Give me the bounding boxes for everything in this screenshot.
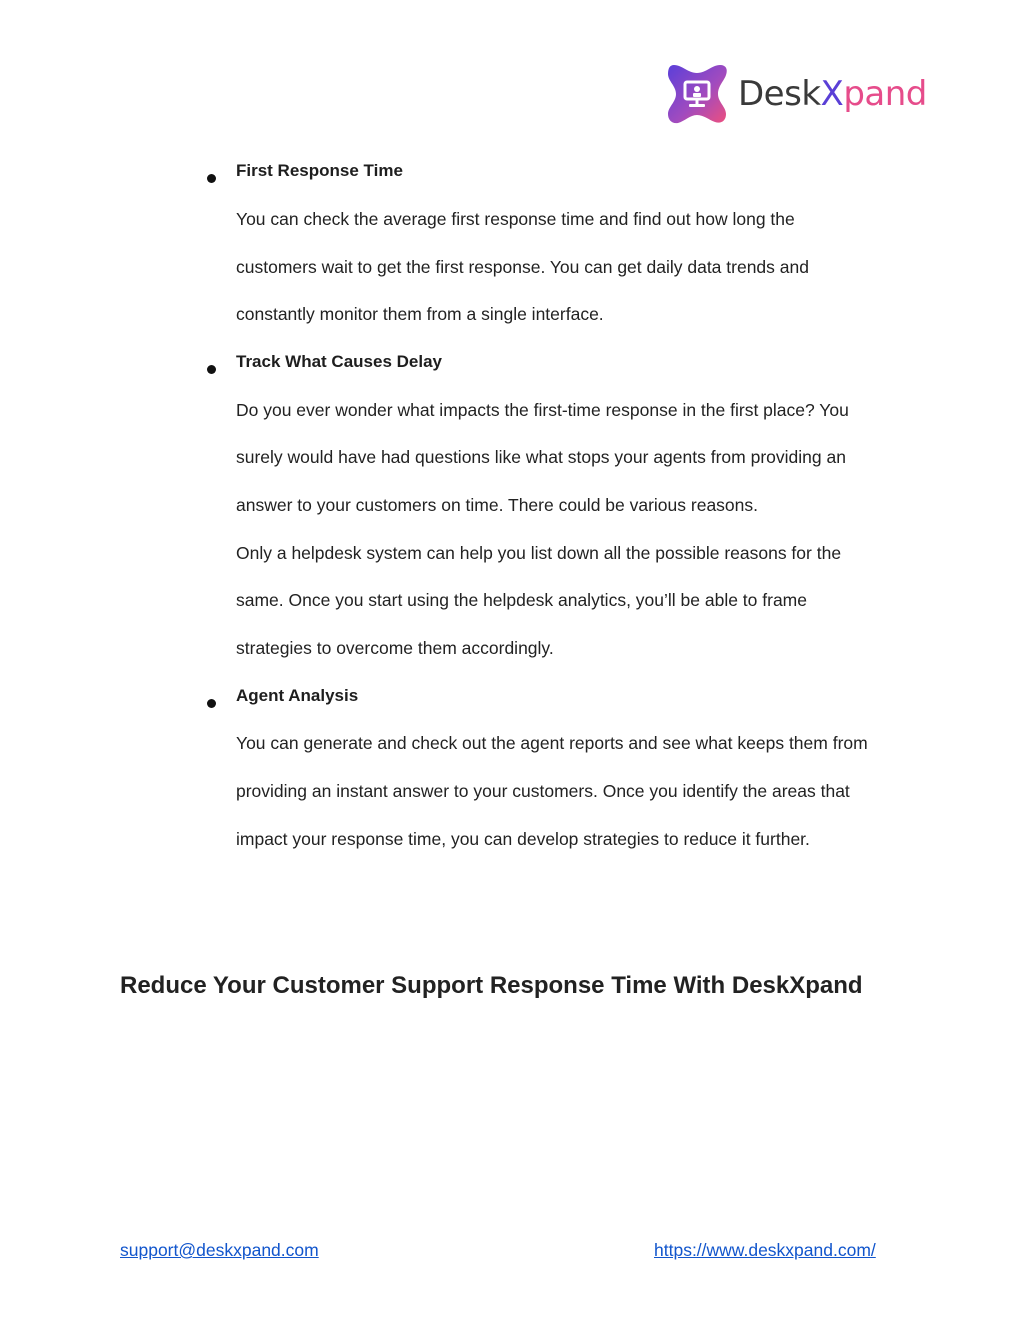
paragraph-line: Only a helpdesk system can help you list down all the possible reasons for the (236, 543, 842, 563)
logo-text-x: X (820, 74, 844, 114)
section-first-response-time (0, 160, 1024, 208)
paragraph-line: You can generate and check out the agent reports and see what keeps them from (236, 733, 868, 753)
paragraph-line: customers wait to get the first response. You can get daily data trends and (236, 257, 809, 277)
paragraph-line: providing an instant answer to your customers. Once you identify the areas that (236, 781, 850, 801)
paragraph-line: You can check the average first response time and find out how long the (236, 209, 795, 229)
paragraph-line: Do you ever wonder what impacts the first-time response in the first place? You (236, 400, 849, 420)
paragraph-line: constantly monitor them from a single interface. (236, 304, 604, 324)
deskxpand-logo (664, 60, 944, 128)
bullet-icon (207, 365, 216, 374)
logo-text-desk: Desk (738, 74, 821, 114)
support-email-link[interactable]: support@deskxpand.com (120, 1240, 319, 1260)
paragraph-line: answer to your customers on time. There could be various reasons. (236, 495, 759, 515)
bullet-icon (207, 699, 216, 708)
section-title: Agent Analysis (236, 686, 359, 705)
section-title: First Response Time (236, 161, 403, 180)
logo-text-pand: pand (843, 74, 927, 114)
website-link[interactable]: https://www.deskxpand.com/ (654, 1240, 876, 1260)
section-track-delay (0, 351, 1024, 399)
paragraph-line: same. Once you start using the helpdesk analytics, you’ll be able to frame (236, 590, 807, 610)
section-agent-analysis (0, 685, 1024, 733)
paragraph-line: strategies to overcome them accordingly. (236, 638, 554, 658)
deskxpand-wordmark (738, 74, 927, 114)
section-heading: Reduce Your Customer Support Response Time With DeskXpand (120, 972, 863, 999)
paragraph-line: surely would have had questions like what stops your agents from providing an (236, 447, 846, 467)
deskxpand-logo-icon (664, 61, 730, 127)
paragraph-line: impact your response time, you can develop strategies to reduce it further. (236, 829, 810, 849)
section-title: Track What Causes Delay (236, 352, 442, 371)
bullet-icon (207, 174, 216, 183)
